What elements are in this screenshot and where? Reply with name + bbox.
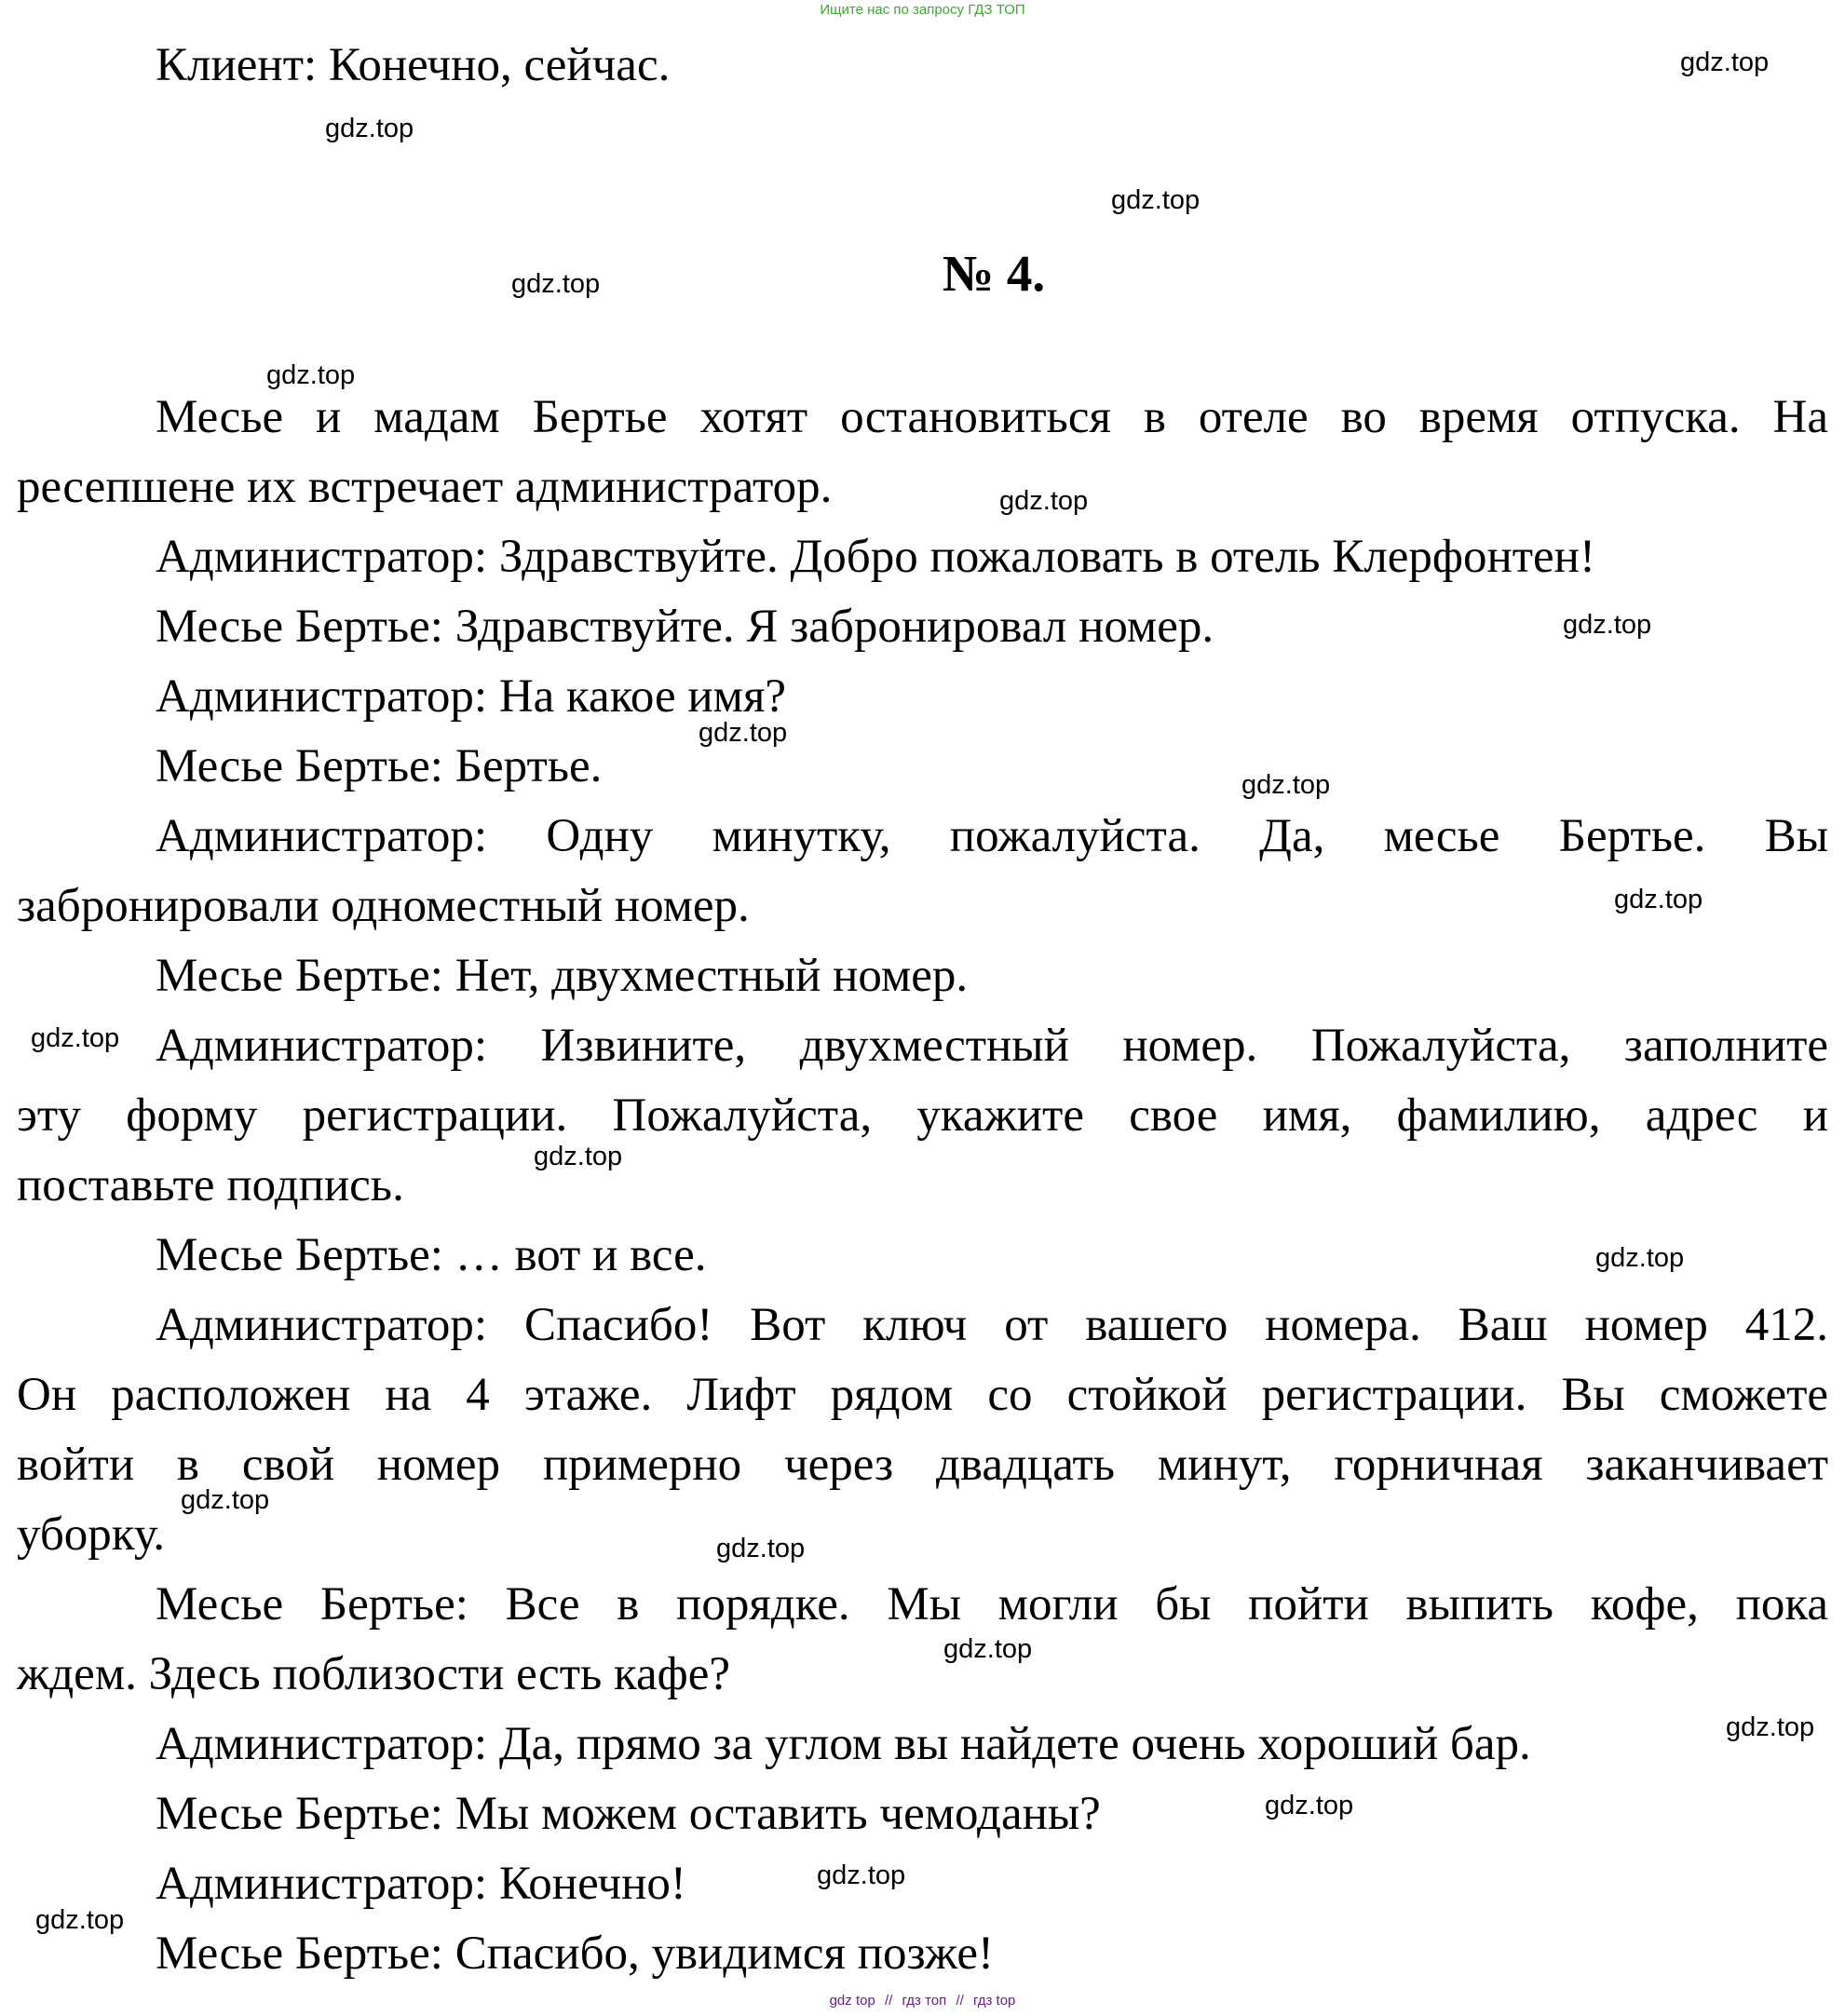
- watermark: gdz.top: [1726, 1712, 1815, 1742]
- watermark: gdz.top: [1563, 610, 1652, 640]
- watermark: gdz.top: [699, 718, 788, 748]
- footer-item: гдз топ: [902, 1993, 947, 2009]
- watermark: gdz.top: [35, 1905, 125, 1935]
- footer-item: гдз top: [972, 1993, 1016, 2009]
- watermark: gdz.top: [1680, 47, 1770, 77]
- dialogue-line: эту форму регистрации. Пожалуйста, укажите свое имя, фамилию, адрес и: [17, 1089, 1828, 1142]
- paragraph-line: Месье и мадам Бертье хотят остановиться в отеле во время отпуска. На: [156, 391, 1828, 443]
- bottom-footer: [0, 1993, 1845, 2009]
- dialogue-line: Администратор: Да, прямо за углом вы найдете очень хороший бар.: [156, 1718, 1531, 1770]
- footer-separator: //: [884, 1993, 893, 2009]
- watermark: gdz.top: [266, 360, 356, 390]
- dialogue-line: ждем. Здесь поблизости есть кафе?: [17, 1648, 730, 1700]
- watermark: gdz.top: [1111, 185, 1201, 215]
- watermark: gdz.top: [1595, 1243, 1685, 1273]
- dialogue-line: Месье Бертье: Спасибо, увидимся позже!: [156, 1928, 994, 1980]
- dialogue-line: уборку.: [17, 1509, 165, 1561]
- dialogue-line: Месье Бертье: … вот и все.: [156, 1229, 707, 1281]
- dialogue-line: Месье Бертье: Нет, двухместный номер.: [156, 950, 969, 1002]
- watermark: gdz.top: [325, 114, 414, 143]
- watermark: gdz.top: [511, 269, 601, 299]
- footer-separator: //: [956, 1993, 964, 2009]
- dialogue-line: войти в свой номер примерно через двадцать минут, горничная заканчивает: [17, 1439, 1828, 1491]
- watermark: gdz.top: [534, 1142, 623, 1171]
- dialogue-line: Администратор: На какое имя?: [156, 670, 787, 723]
- watermark: gdz.top: [716, 1534, 806, 1563]
- watermark: gdz.top: [31, 1023, 120, 1053]
- dialogue-line: Он расположен на 4 этаже. Лифт рядом со стойкой регистрации. Вы сможете: [17, 1369, 1828, 1421]
- dialogue-line: Администратор: Конечно!: [156, 1858, 686, 1910]
- watermark: gdz.top: [181, 1485, 270, 1515]
- dialogue-line: Клиент: Конечно, сейчас.: [156, 39, 671, 91]
- dialogue-line: Месье Бертье: Все в порядке. Мы могли бы пойти выпить кофе, пока: [156, 1578, 1828, 1630]
- watermark: gdz.top: [1614, 885, 1703, 914]
- dialogue-line: Администратор: Спасибо! Вот ключ от вашего номера. Ваш номер 412.: [156, 1299, 1828, 1351]
- dialogue-line: забронировали одноместный номер.: [17, 880, 750, 932]
- dialogue-line: Администратор: Здравствуйте. Добро пожаловать в отель Клерфонтен!: [156, 531, 1595, 583]
- watermark: gdz.top: [1265, 1791, 1354, 1820]
- dialogue-line: Администратор: Одну минутку, пожалуйста. Да, месье Бертье. Вы: [156, 810, 1828, 862]
- dialogue-line: Месье Бертье: Бертье.: [156, 740, 603, 792]
- top-banner: Ищите нас по запросу ГДЗ ТОП: [820, 2, 1025, 18]
- dialogue-line: Месье Бертье: Мы можем оставить чемоданы?: [156, 1788, 1101, 1840]
- watermark: gdz.top: [999, 486, 1089, 516]
- dialogue-line: Месье Бертье: Здравствуйте. Я забронировал номер.: [156, 601, 1214, 653]
- dialogue-line: Администратор: Извините, двухместный номер. Пожалуйста, заполните: [156, 1020, 1828, 1072]
- watermark: gdz.top: [1241, 770, 1331, 800]
- footer-item: gdz top: [829, 1993, 875, 2009]
- watermark: gdz.top: [817, 1860, 906, 1890]
- exercise-number: № 4.: [942, 245, 1046, 302]
- dialogue-line: поставьте подпись.: [17, 1159, 404, 1211]
- paragraph-line: ресепшене их встречает администратор.: [17, 461, 833, 513]
- watermark: gdz.top: [943, 1634, 1033, 1664]
